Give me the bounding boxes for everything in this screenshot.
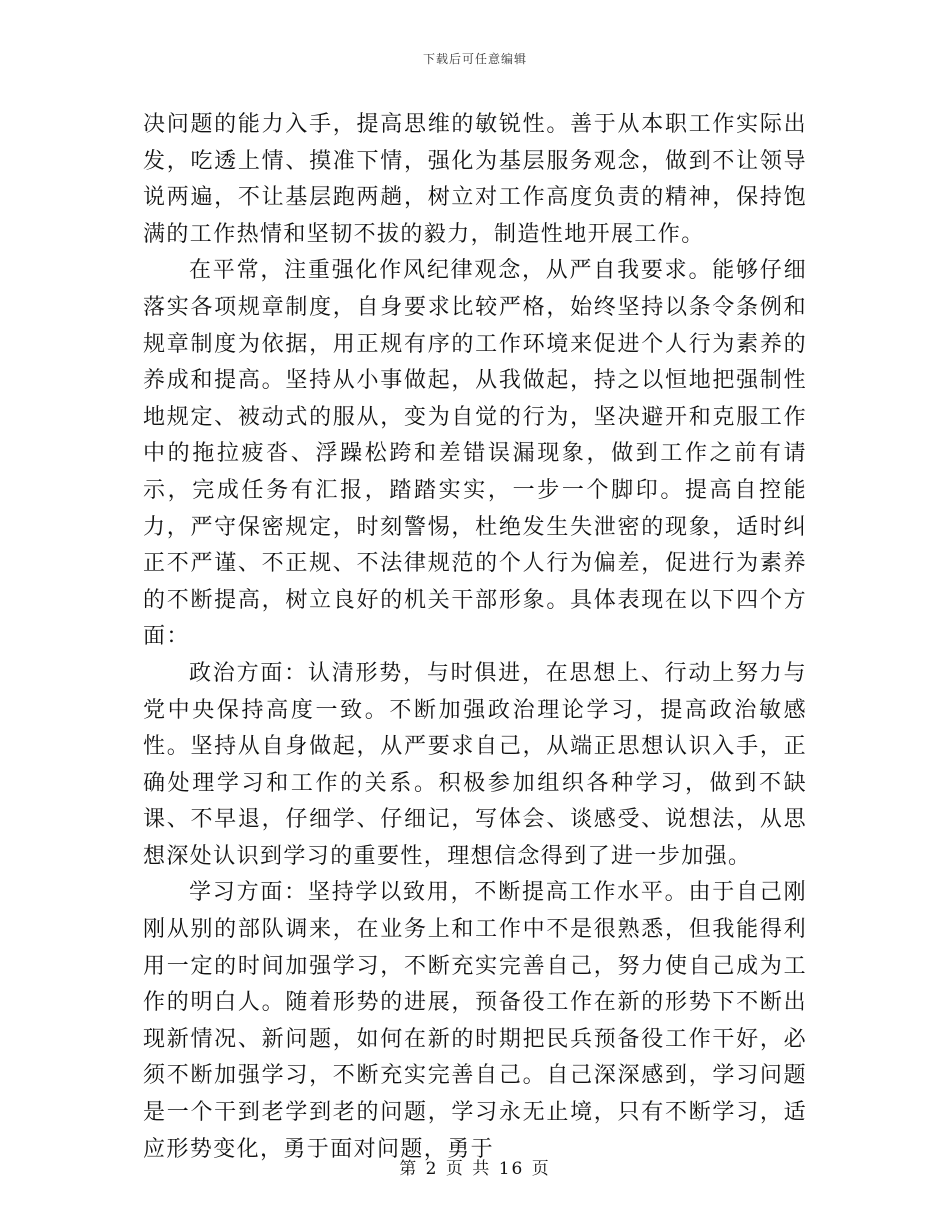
- paragraph-1: 决问题的能力入手，提高思维的敏锐性。善于从本职工作实际出发，吃透上情、摸准下情，强化为基层服务观念，做到不让领导说两遍，不让基层跑两趟，树立对工作高度负责的精神，保持饱满的工作热情和坚韧不拔的毅力，制造性地开展工作。: [143, 112, 807, 247]
- paragraph-4: 学习方面：坚持学以致用，不断提高工作水平。由于自己刚刚从别的部队调来，在业务上和工作中不是很熟悉，但我能得利用一定的时间加强学习，不断充实完善自己，努力使自己成为工作的明白人。随着形势的进展，预备役工作在新的形势下不断出现新情况、新问题，如何在新的时期把民兵预备役工作干好，必须不断加强学习，不断充实完善自己。自己深深感到，学习问题是一个干到老学到老的问题，学习永无止境，只有不断学习，适应形势变化，勇于面对问题，勇于: [143, 880, 807, 1162]
- document-body: [143, 107, 807, 1168]
- paragraph-3: 政治方面：认清形势，与时俱进，在思想上、行动上努力与党中央保持高度一致。不断加强政治理论学习，提高政治敏感性。坚持从自身做起，从严要求自己，从端正思想认识入手，正确处理学习和工作的关系。积极参加组织各种学习，做到不缺课、不早退，仔细学、仔细记，写体会、谈感受、说想法，从思想深处认识到学习的重要性，理想信念得到了进一步加强。: [143, 660, 807, 869]
- page-header: 下载后可任意编辑: [422, 52, 527, 66]
- paragraph-2: 在平常，注重强化作风纪律观念，从严自我要求。能够仔细落实各项规章制度，自身要求比较严格，始终坚持以条令条例和规章制度为依据，用正规有序的工作环境来促进个人行为素养的养成和提高。坚持从小事做起，从我做起，持之以恒地把强制性地规定、被动式的服从，变为自觉的行为，坚决避开和克服工作中的拖拉疲沓、浮躁松跨和差错误漏现象，做到工作之前有请示，完成任务有汇报，踏踏实实，一步一个脚印。提高自控能力，严守保密规定，时刻警惕，杜绝发生失泄密的现象，适时纠正不严谨、不正规、不法律规范的个人行为偏差，促进行为素养的不断提高，树立良好的机关干部形象。具体表现在以下四个方面：: [143, 258, 807, 650]
- page-footer: 第 2 页 共 16 页: [399, 1159, 551, 1179]
